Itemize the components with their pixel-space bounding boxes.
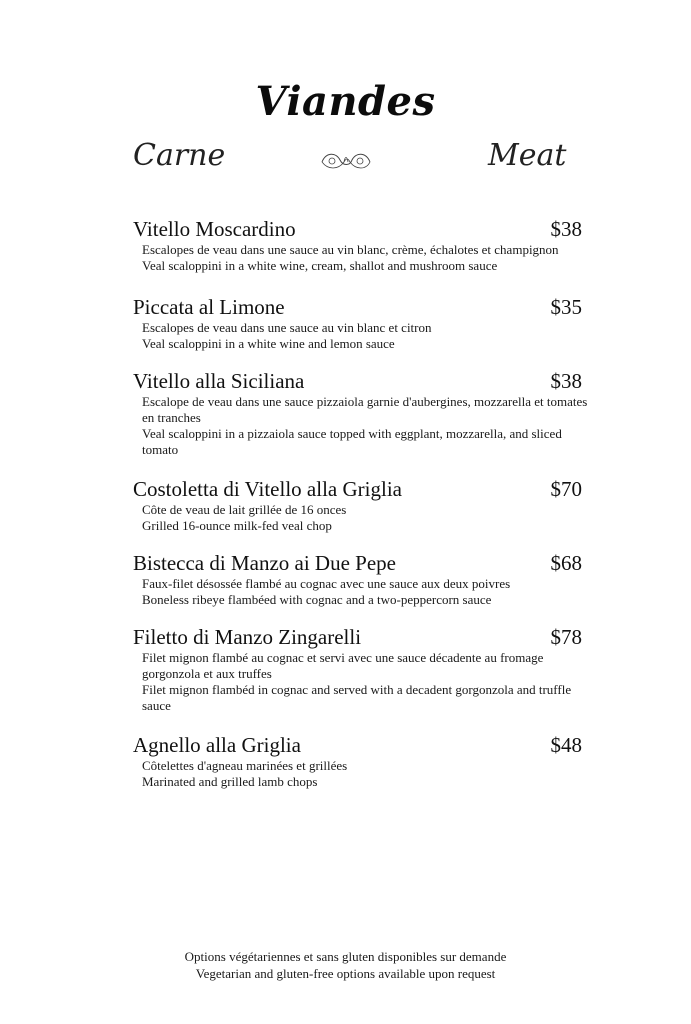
menu-item-header — [133, 368, 588, 394]
item-name: Piccata al Limone — [133, 295, 285, 319]
item-description-en: Filet mignon flambéd in cognac and served with a decadent gorgonzola and truffle sauce — [142, 682, 572, 713]
item-description-fr: Escalopes de veau dans une sauce au vin blanc, crème, échalotes et champignon — [142, 242, 559, 257]
item-name: Bistecca di Manzo ai Due Pepe — [133, 551, 396, 575]
menu-item-header — [133, 216, 588, 242]
item-price: $38 — [550, 217, 582, 241]
footer-line-en: Vegetarian and gluten-free options available upon request — [195, 966, 496, 981]
item-description-fr: Filet mignon flambé au cognac et servi avec une sauce décadente au fromage gorgonzola et aux truffes — [142, 650, 544, 681]
menu-item — [133, 550, 588, 608]
menu-item — [133, 216, 588, 274]
item-description-fr: Côtelettes d'agneau marinées et grillées — [142, 758, 348, 773]
subtitle-italian: Carne — [133, 138, 226, 173]
menu-item — [133, 294, 588, 352]
menu-item-header — [133, 294, 588, 320]
menu-item-header — [133, 550, 588, 576]
menu-item — [133, 732, 588, 790]
menu-item — [133, 368, 588, 458]
menu-item-header — [133, 732, 588, 758]
item-price: $78 — [550, 625, 582, 649]
item-price: $35 — [550, 295, 582, 319]
item-description-fr: Côte de veau de lait grillée de 16 onces — [142, 502, 347, 517]
item-price: $48 — [550, 733, 582, 757]
item-name: Agnello alla Griglia — [133, 733, 301, 757]
item-description-fr: Escalope de veau dans une sauce pizzaiola garnie d'aubergines, mozzarella et tomates en tranches — [142, 394, 588, 425]
menu-item-header — [133, 624, 588, 650]
item-price: $70 — [550, 477, 582, 501]
page-title: Viandes — [255, 78, 436, 125]
item-description-fr: Faux-filet désossée flambé au cognac avec une sauce aux deux poivres — [142, 576, 511, 591]
item-name: Vitello Moscardino — [133, 217, 296, 241]
item-description-fr: Escalopes de veau dans une sauce au vin blanc et citron — [142, 320, 432, 335]
item-description-en: Grilled 16-ounce milk-fed veal chop — [142, 518, 332, 533]
footer-note — [0, 948, 691, 982]
menu-item — [133, 624, 588, 714]
subtitle-english: Meat — [488, 138, 567, 173]
menu-item — [133, 476, 588, 534]
item-price: $38 — [550, 369, 582, 393]
item-name: Vitello alla Siciliana — [133, 369, 305, 393]
menu-list — [133, 216, 588, 790]
item-name: Costoletta di Vitello alla Griglia — [133, 477, 402, 501]
footer-line-fr: Options végétariennes et sans gluten disponibles sur demande — [184, 949, 507, 964]
item-description-en: Veal scaloppini in a white wine and lemon sauce — [142, 336, 395, 351]
item-description-en: Veal scaloppini in a pizzaiola sauce topped with eggplant, mozzarella, and sliced tomato — [142, 426, 562, 457]
item-description-en: Marinated and grilled lamb chops — [142, 774, 318, 789]
item-description-en: Boneless ribeye flambéed with cognac and a two-peppercorn sauce — [142, 592, 492, 607]
menu-item-header — [133, 476, 588, 502]
flourish-ornament-icon — [318, 148, 374, 174]
item-name: Filetto di Manzo Zingarelli — [133, 625, 362, 649]
item-price: $68 — [550, 551, 582, 575]
item-description-en: Veal scaloppini in a white wine, cream, shallot and mushroom sauce — [142, 258, 498, 273]
